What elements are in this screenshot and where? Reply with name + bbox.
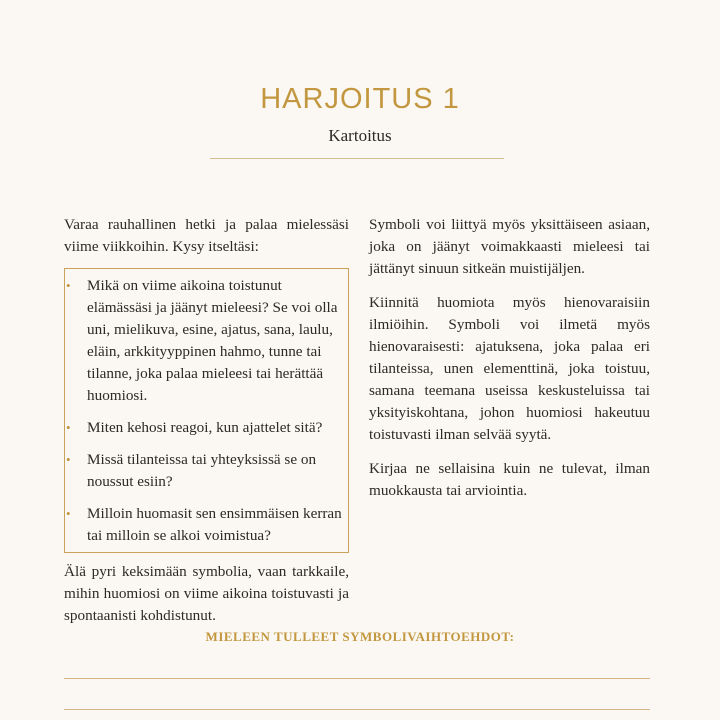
- bullet-icon: •: [66, 506, 71, 521]
- right-paragraph-2: Kiinnitä huomiota myös hienovaraisiin ilmiöihin. Symboli voi ilmetä myös hienovaraisesti: ajatuksena, joka palaa eri tilanteissa, unen elementtinä, joka toistuu, samana teemana useissa keskusteluissa tai yksityiskohtana, johon huomiosi hakeutuu toistuvasti ilman selvää syytä.: [369, 294, 650, 443]
- writing-line[interactable]: [64, 709, 650, 710]
- title-divider: [210, 158, 504, 159]
- right-column: [369, 214, 650, 514]
- question-item: [65, 275, 348, 407]
- questions-box: [64, 268, 349, 553]
- question-item: [65, 449, 348, 493]
- intro-paragraph: Varaa rauhallinen hetki ja palaa mielessäsi viime viikkoihin. Kysy itseltäsi:: [64, 216, 349, 255]
- question-text: Milloin huomasit sen ensimmäisen kerran tai milloin se alkoi voimistua?: [87, 505, 342, 544]
- question-text: Mikä on viime aikoina toistunut elämässäsi ja jäänyt mieleesi? Se voi olla uni, mielikuva, esine, ajatus, sana, laulu, eläin, arkkityyppinen hahmo, tunne tai tilanne, joka palaa mieleesi tai herättää huomiosi.: [87, 277, 338, 404]
- left-column: [64, 214, 349, 627]
- notes-heading: MIELEEN TULLEET SYMBOLIVAIHTOEHDOT:: [205, 629, 515, 644]
- bullet-icon: •: [66, 452, 71, 467]
- bullet-icon: •: [66, 420, 71, 435]
- right-paragraph-1: Symboli voi liittyä myös yksittäiseen asiaan, joka on jäänyt voimakkaasti mieleesi tai jättänyt sinuun sitkeän muistijäljen.: [369, 216, 650, 277]
- writing-line[interactable]: [64, 678, 650, 679]
- right-paragraph-3: Kirjaa ne sellaisina kuin ne tulevat, ilman muokkausta tai arviointia.: [369, 460, 650, 499]
- page-title: HARJOITUS 1: [260, 83, 460, 115]
- question-item: [65, 503, 348, 547]
- question-text: Missä tilanteissa tai yhteyksissä se on noussut esiin?: [87, 451, 317, 490]
- question-list: [65, 275, 348, 547]
- page-subtitle: Kartoitus: [328, 126, 392, 145]
- question-text: Miten kehosi reagoi, kun ajattelet sitä?: [87, 419, 323, 436]
- guidance-paragraph: Älä pyri keksimään symbolia, vaan tarkkaile, mihin huomiosi on viime aikoina toistuvasti ja spontaanisti kohdistunut.: [64, 563, 349, 624]
- question-item: [65, 417, 348, 439]
- bullet-icon: •: [66, 278, 71, 293]
